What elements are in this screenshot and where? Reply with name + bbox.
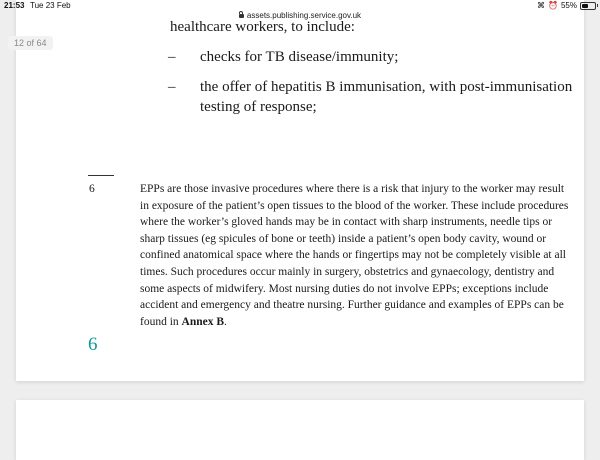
lock-icon xyxy=(239,14,244,18)
page-number: 6 xyxy=(88,334,98,355)
wifi-icon: ⌘ xyxy=(537,0,546,10)
cut-off-text-line: healthcare workers, to include: xyxy=(170,19,355,35)
battery-fill xyxy=(582,4,588,8)
alarm-icon: ⏰ xyxy=(548,0,558,10)
url-text[interactable]: assets.publishing.service.gov.uk xyxy=(246,11,362,20)
bullet-text-hepatitis-b: the offer of hepatitis B immunisation, with post-immunisation testing of response; xyxy=(200,79,573,115)
footnote-rule xyxy=(88,175,114,176)
footnote-body: EPPs are those invasive procedures where there is a risk that injury to the worker may result in exposure of the patient’s open tissues to the blood of the worker. These include procedures where the worker’s gloved hands may be in contact with sharp instruments, needle tips or sharp tissues (eg spicules of bone or teeth) inside a patient’s open body cavity, wound or confined anatomical space where the hands or fingertips may not be completely visible at all times. Such procedures occur mainly in surgery, obstetrics and gynaecology, dentistry and some aspects of midwifery. Most nursing duties do not involve EPPs; exceptions include accident and emergency and theatre nursing. Further guidance and examples of EPPs can be found in xyxy=(140,183,569,328)
footnote-end: . xyxy=(224,315,227,328)
status-date: Tue 23 Feb xyxy=(30,1,71,10)
next-document-page xyxy=(16,400,584,460)
battery-icon xyxy=(580,2,596,10)
document-page xyxy=(16,0,584,381)
page-counter-badge: 12 of 64 xyxy=(8,36,53,50)
footnote-number: 6 xyxy=(89,183,95,195)
bullet-text-tb-checks: checks for TB disease/immunity; xyxy=(200,49,399,65)
status-time: 21:53 xyxy=(4,1,25,10)
address-bar[interactable] xyxy=(0,11,600,20)
status-indicators xyxy=(537,1,596,10)
bullet-dash: – xyxy=(168,79,176,95)
footnote-text xyxy=(140,181,575,330)
bullet-dash: – xyxy=(168,49,176,65)
battery-percent: 55% xyxy=(560,1,577,10)
annex-b-reference[interactable]: Annex B xyxy=(181,315,225,328)
